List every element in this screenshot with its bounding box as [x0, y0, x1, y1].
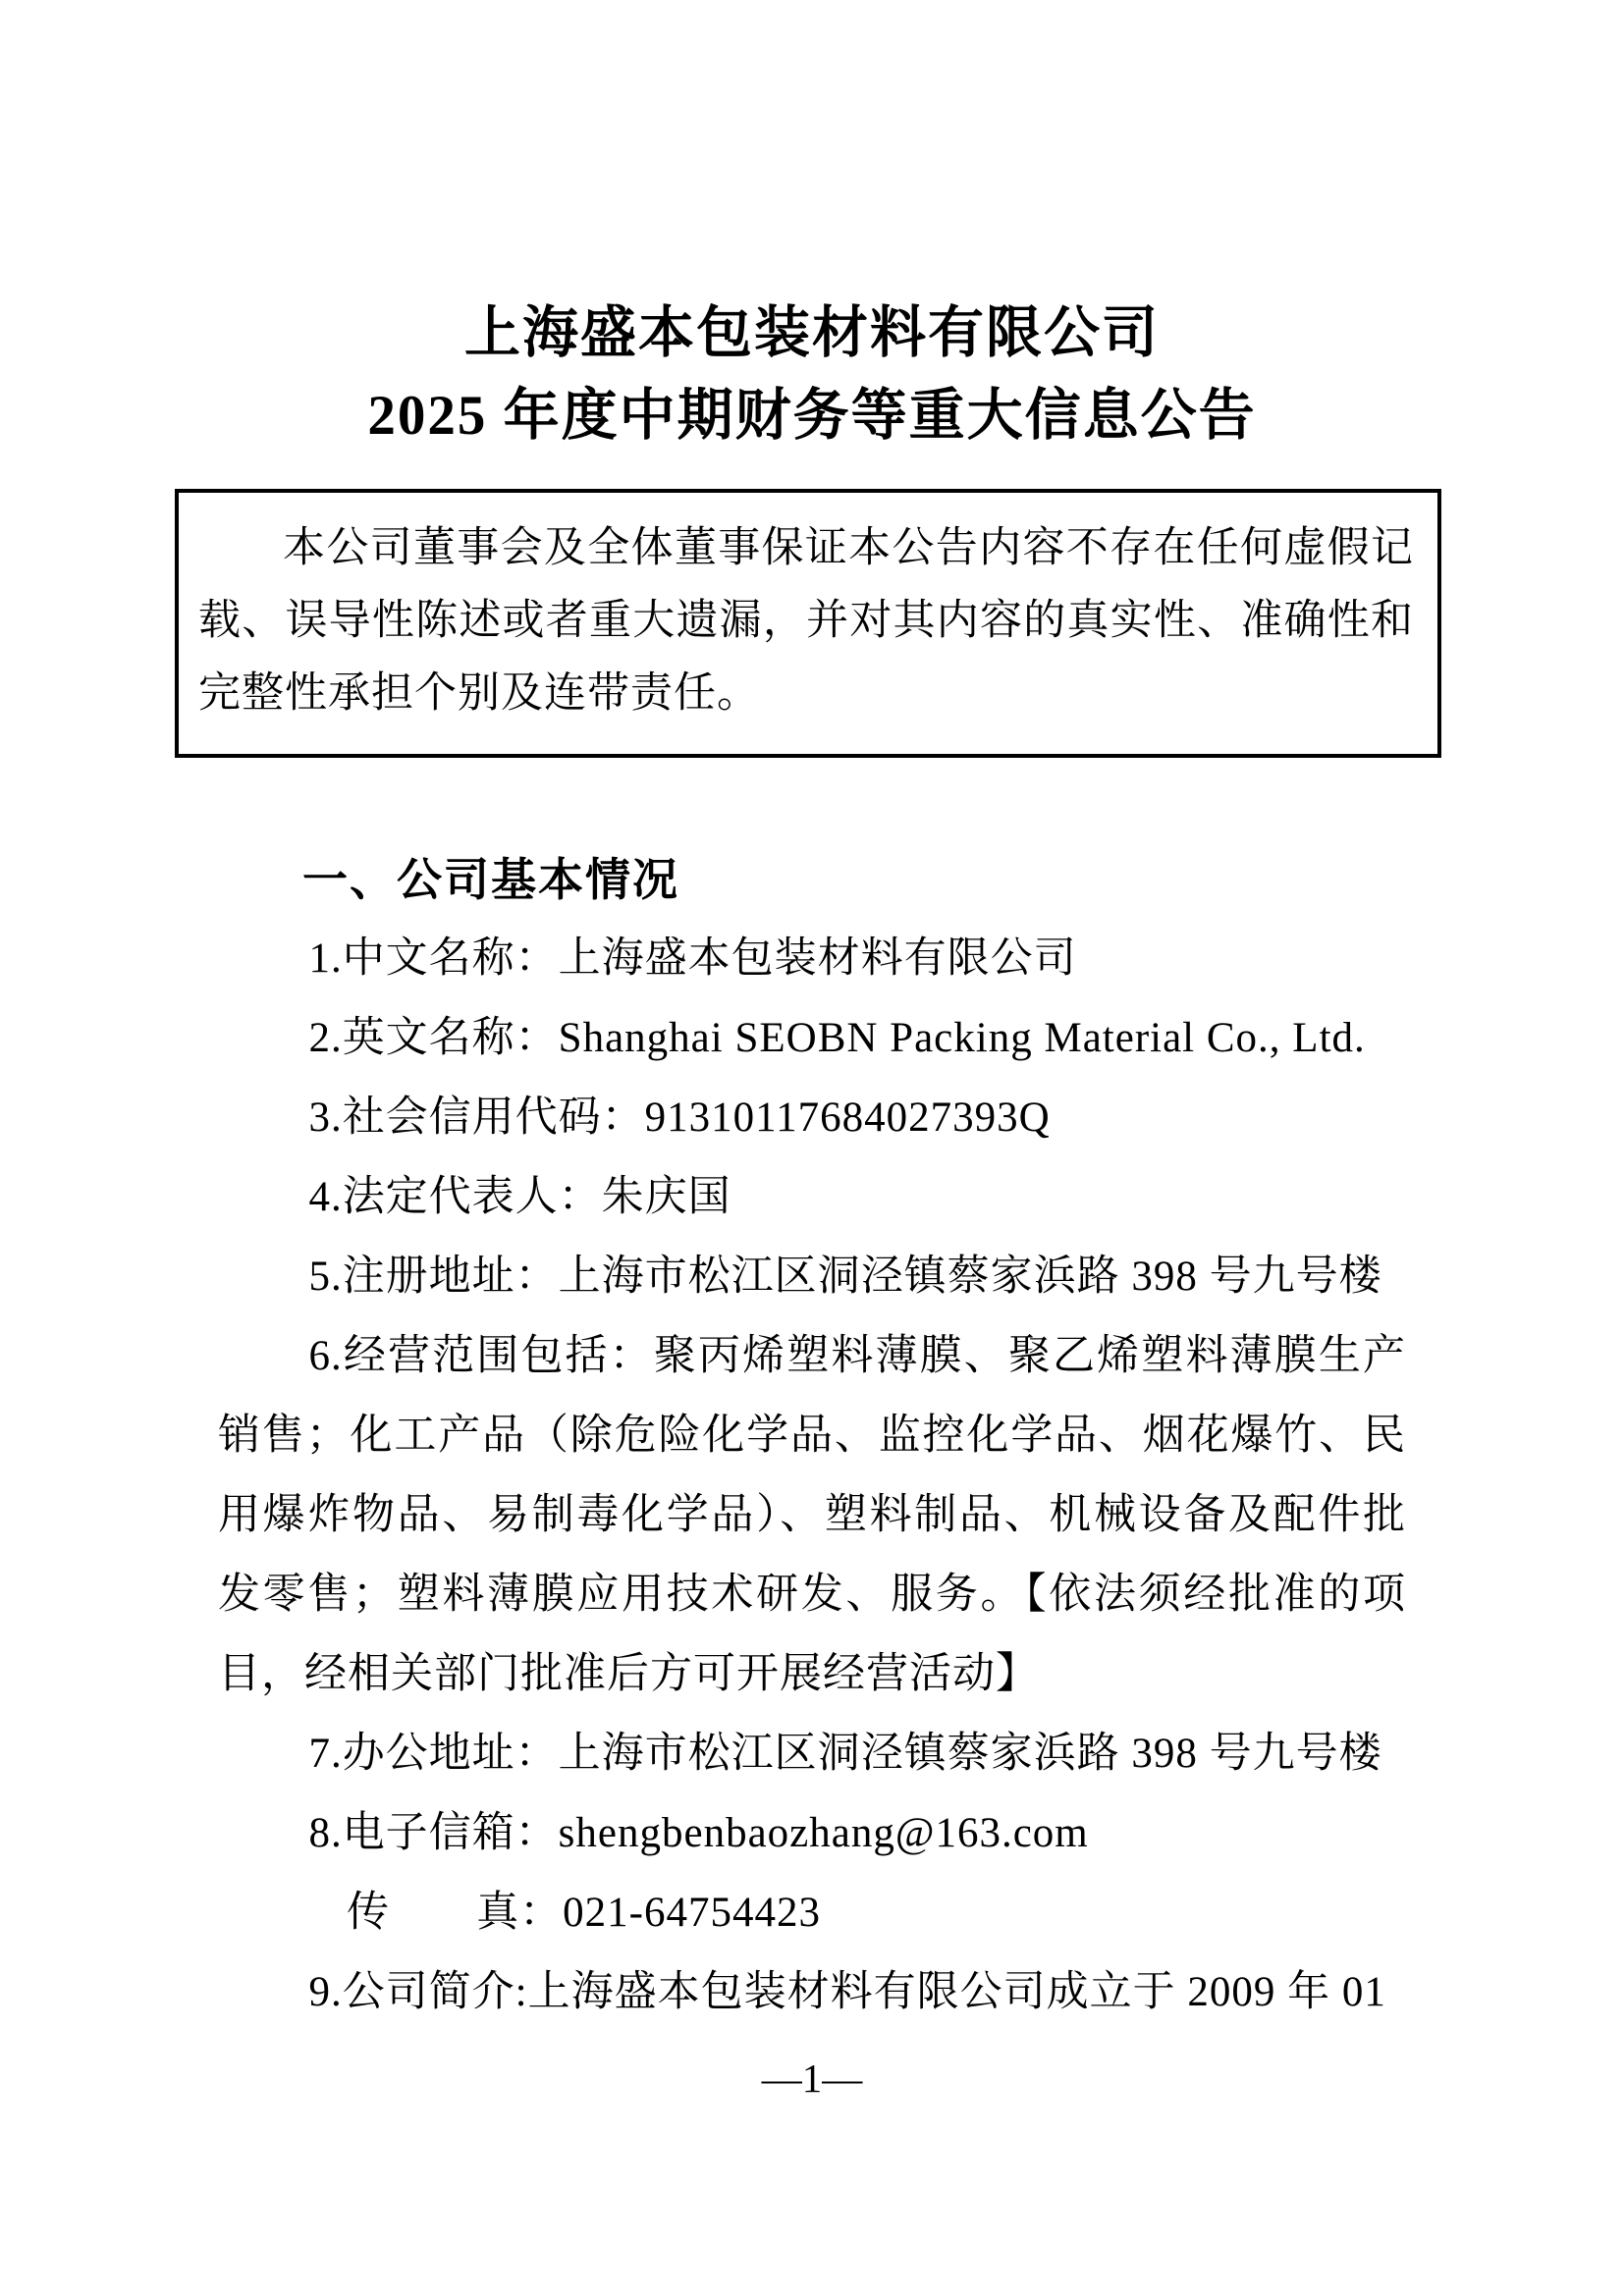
- page-footer: [0, 2056, 1624, 2100]
- item-company-profile: 9.公司简介:上海盛本包装材料有限公司成立于 2009 年 01: [308, 1969, 1386, 2015]
- item-email: 8.电子信箱：shengbenbaozhang@163.com: [308, 1810, 1089, 1856]
- item-business-scope: 6.经营范围包括：聚丙烯塑料薄膜、聚乙烯塑料薄膜生产销售；化工产品（除危险化学品、监控化学品、烟花爆竹、民用爆炸物品、易制毒化学品）、塑料制品、机械设备及配件批发零售；塑料薄膜应用技术研发、服务。【依法须经批准的项目，经相关部门批准后方可开展经营活动】: [218, 1333, 1406, 1697]
- page-number: —1—: [761, 2056, 863, 2101]
- disclaimer-text: 本公司董事会及全体董事保证本公告内容不存在任何虚假记载、误导性陈述或者重大遗漏，并对其内容的真实性、准确性和完整性承担个别及连带责任。: [198, 525, 1414, 717]
- disclaimer-box: [175, 489, 1441, 758]
- title-line-1: 上海盛本包装材料有限公司: [464, 302, 1160, 364]
- item-chinese-name: 1.中文名称：上海盛本包装材料有限公司: [308, 935, 1077, 982]
- item-registered-address: 5.注册地址：上海市松江区洞泾镇蔡家浜路 398 号九号楼: [308, 1254, 1382, 1300]
- item-english-name: 2.英文名称：Shanghai SEOBN Packing Material Co., Ltd.: [308, 1015, 1366, 1061]
- item-fax: 传 真：021-64754423: [347, 1890, 821, 1936]
- item-office-address: 7.办公地址：上海市松江区洞泾镇蔡家浜路 398 号九号楼: [308, 1731, 1382, 1777]
- company-info-list: [218, 919, 1406, 2032]
- section-heading: 一、公司基本情况: [302, 854, 679, 905]
- item-legal-representative: 4.法定代表人：朱庆国: [308, 1174, 731, 1220]
- item-credit-code: 3.社会信用代码：91310117684027393Q: [308, 1095, 1051, 1141]
- page-title: [0, 0, 1624, 457]
- title-line-2: 2025 年度中期财务等重大信息公告: [367, 385, 1257, 447]
